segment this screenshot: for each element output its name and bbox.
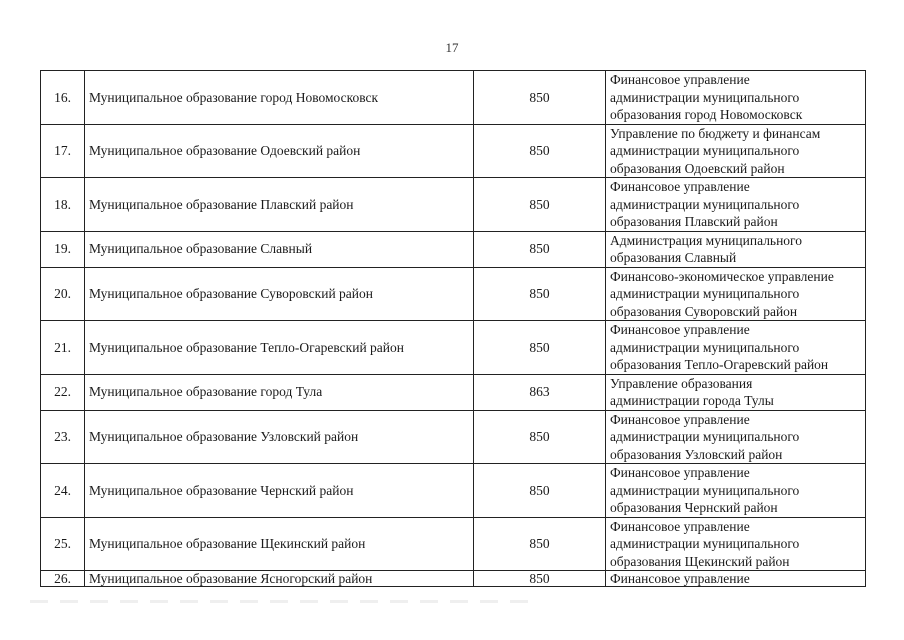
administrator-org (606, 321, 866, 375)
budget-code: 850 (474, 321, 606, 375)
page-number: 17 (445, 40, 459, 55)
org-line: Управление по бюджету и финансам (610, 125, 821, 141)
org-line: администрации муниципального (610, 143, 800, 158)
org-line: Финансовое управление (610, 465, 750, 480)
org-line: администрации муниципального (610, 196, 800, 212)
administrator-org (606, 124, 866, 178)
org-line: администрации муниципального (610, 339, 800, 355)
budget-code: 850 (474, 267, 606, 321)
org-line: администрации города Тулы (610, 393, 774, 408)
row-number: 18. (41, 178, 85, 232)
administrator-org (606, 464, 866, 518)
org-line: образования Плавский район (610, 214, 778, 229)
table-row (41, 464, 866, 518)
org-line: Финансовое управление (610, 518, 750, 534)
budget-code: 850 (474, 464, 606, 518)
row-number: 16. (41, 71, 85, 125)
org-line: образования Славный (610, 250, 737, 265)
administrator-org (606, 517, 866, 571)
table-row (41, 410, 866, 464)
row-number: 19. (41, 231, 85, 267)
row-number: 22. (41, 374, 85, 410)
org-line: образования Одоевский район (610, 160, 785, 176)
table-body (41, 71, 866, 587)
administrator-org (606, 374, 866, 410)
administrator-org (606, 267, 866, 321)
table-row (41, 321, 866, 375)
table-row (41, 124, 866, 178)
administrator-org (606, 231, 866, 267)
budget-code: 850 (474, 571, 606, 587)
administrator-org (606, 71, 866, 125)
org-line: образования Тепло-Огаревский район (610, 357, 829, 372)
administrator-org (606, 410, 866, 464)
table-row (41, 571, 866, 587)
municipality-name: Муниципальное образование Славный (85, 231, 474, 267)
org-line: администрации муниципального (610, 89, 800, 105)
row-number: 17. (41, 124, 85, 178)
org-line: администрации муниципального (610, 536, 800, 551)
row-number: 21. (41, 321, 85, 375)
org-line: образования Суворовский район (610, 303, 798, 319)
org-line: образования Узловский район (610, 446, 783, 462)
municipality-name: Муниципальное образование Чернский район (85, 464, 474, 518)
budget-code: 850 (474, 71, 606, 125)
org-line: Финансовое управление (610, 322, 750, 337)
municipality-name: Муниципальное образование Одоевский район (85, 124, 474, 178)
org-line: образования Чернский район (610, 500, 778, 515)
org-line: администрации муниципального (610, 429, 800, 444)
table-row (41, 267, 866, 321)
table-row (41, 374, 866, 410)
budget-code: 850 (474, 517, 606, 571)
budget-code: 850 (474, 410, 606, 464)
table-row (41, 178, 866, 232)
budget-code: 863 (474, 374, 606, 410)
scan-artifact (30, 600, 530, 603)
budget-code: 850 (474, 231, 606, 267)
administrator-org (606, 178, 866, 232)
budget-code: 850 (474, 178, 606, 232)
org-line: образования Щекинский район (610, 553, 790, 569)
org-line: администрации муниципального (610, 482, 800, 498)
row-number: 23. (41, 410, 85, 464)
municipality-name: Муниципальное образование Щекинский район (85, 517, 474, 571)
budget-code: 850 (474, 124, 606, 178)
administrator-org (606, 571, 866, 587)
table-row (41, 517, 866, 571)
row-number: 20. (41, 267, 85, 321)
table-row (41, 71, 866, 125)
municipality-name: Муниципальное образование город Тула (85, 374, 474, 410)
org-line: Финансово-экономическое управление (610, 268, 834, 284)
org-line: Администрация муниципального (610, 232, 803, 248)
org-line: Финансовое управление (610, 72, 750, 87)
row-number: 26. (41, 571, 85, 587)
org-line: образования город Новомосковск (610, 107, 803, 122)
municipality-name: Муниципальное образование Тепло-Огаревский район (85, 321, 474, 375)
municipality-name: Муниципальное образование город Новомосковск (85, 71, 474, 125)
org-line: Финансовое управление (610, 411, 750, 427)
org-line: Управление образования (610, 375, 753, 391)
org-line: администрации муниципального (610, 286, 800, 301)
org-line: Финансовое управление (610, 571, 750, 586)
municipal-table (40, 70, 866, 587)
municipality-name: Муниципальное образование Узловский район (85, 410, 474, 464)
municipality-name: Муниципальное образование Ясногорский район (85, 571, 474, 587)
row-number: 25. (41, 517, 85, 571)
table-row (41, 231, 866, 267)
org-line: Финансовое управление (610, 179, 750, 194)
municipality-name: Муниципальное образование Плавский район (85, 178, 474, 232)
row-number: 24. (41, 464, 85, 518)
municipality-name: Муниципальное образование Суворовский район (85, 267, 474, 321)
